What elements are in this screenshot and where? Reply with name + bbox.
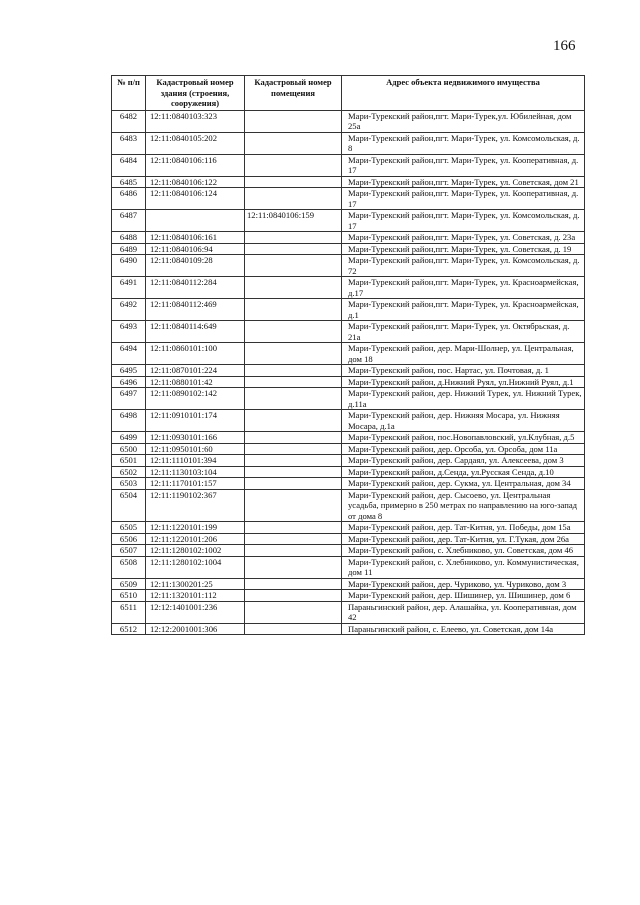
building-cadastral-number: 12:11:0890102:142 [146,388,245,410]
header-row [112,76,585,111]
room-cadastral-number [245,489,342,522]
room-cadastral-number [245,601,342,623]
row-number: 6507 [112,545,146,557]
table-row [112,210,585,232]
building-cadastral-number: 12:11:0840109:28 [146,255,245,277]
building-cadastral-number: 12:11:1220101:199 [146,522,245,534]
object-address: Мари-Турекский район, дер. Нижняя Мосара, ул. Нижняя Мосара, д.1а [342,410,585,432]
room-cadastral-number [245,255,342,277]
row-number: 6498 [112,410,146,432]
room-cadastral-number [245,365,342,377]
header-address: Адрес объекта недвижимого имущества [342,76,585,111]
table-row [112,443,585,455]
room-cadastral-number [245,478,342,490]
table-row [112,110,585,132]
header-room-cadastral-number: Кадастровый номер помещения [245,76,342,111]
row-number: 6492 [112,299,146,321]
object-address: Мари-Турекский район, дер. Сысоево, ул. Центральная усадьба, примерно в 250 метрах по направлению на юго-запад от дома 8 [342,489,585,522]
table-row [112,533,585,545]
row-number: 6506 [112,533,146,545]
row-number: 6502 [112,466,146,478]
row-number: 6495 [112,365,146,377]
table-row [112,299,585,321]
object-address: Мари-Турекский район,пгт. Мари-Турек, ул. Красноармейская, д.17 [342,277,585,299]
table-row [112,623,585,635]
building-cadastral-number: 12:11:0840106:124 [146,188,245,210]
object-address: Мари-Турекский район, с. Хлебниково, ул. Коммунистическая, дом 11 [342,556,585,578]
table-row [112,232,585,244]
row-number: 6489 [112,243,146,255]
object-address: Мари-Турекский район, дер. Сардаял, ул. Алексеева, дом 3 [342,455,585,467]
table-row [112,410,585,432]
table-row [112,590,585,602]
object-address: Мари-Турекский район,пгт. Мари-Турек, ул. Кооперативная, д. 17 [342,154,585,176]
building-cadastral-number: 12:11:1220101:206 [146,533,245,545]
table-row [112,321,585,343]
row-number: 6493 [112,321,146,343]
room-cadastral-number [245,110,342,132]
building-cadastral-number [146,210,245,232]
row-number: 6508 [112,556,146,578]
object-address: Мари-Турекский район, дер. Чуриково, ул. Чуриково, дом 3 [342,578,585,590]
room-cadastral-number [245,321,342,343]
row-number: 6504 [112,489,146,522]
row-number: 6509 [112,578,146,590]
building-cadastral-number: 12:11:1170101:157 [146,478,245,490]
row-number: 6501 [112,455,146,467]
table-row [112,455,585,467]
building-cadastral-number: 12:11:1320101:112 [146,590,245,602]
building-cadastral-number: 12:11:0840103:323 [146,110,245,132]
table-row [112,243,585,255]
building-cadastral-number: 12:11:1130103:104 [146,466,245,478]
room-cadastral-number [245,132,342,154]
cadastral-registry-table [111,75,585,635]
room-cadastral-number [245,410,342,432]
object-address: Мари-Турекский район,пгт. Мари-Турек, ул. Октябрьская, д. 21а [342,321,585,343]
room-cadastral-number [245,455,342,467]
object-address: Мари-Турекский район,пгт. Мари-Турек, ул. Кооперативная, д. 17 [342,188,585,210]
row-number: 6496 [112,376,146,388]
row-number: 6512 [112,623,146,635]
building-cadastral-number: 12:11:0840112:469 [146,299,245,321]
building-cadastral-number: 12:11:0930101:166 [146,432,245,444]
object-address: Мари-Турекский район,пгт. Мари-Турек, ул. Советская, дом 21 [342,176,585,188]
building-cadastral-number: 12:11:1110101:394 [146,455,245,467]
object-address: Мари-Турекский район,пгт. Мари-Турек, ул. Советская, д. 19 [342,243,585,255]
row-number: 6485 [112,176,146,188]
table-body [112,110,585,635]
table-row [112,188,585,210]
object-address: Мари-Турекский район,пгт. Мари-Турек,ул. Юбилейная, дом 25а [342,110,585,132]
room-cadastral-number [245,556,342,578]
table-row [112,522,585,534]
table-row [112,132,585,154]
object-address: Мари-Турекский район, дер. Шишинер, ул. Шишинер, дом 6 [342,590,585,602]
room-cadastral-number [245,578,342,590]
object-address: Мари-Турекский район,пгт. Мари-Турек, ул. Комсомольская, д. 8 [342,132,585,154]
row-number: 6499 [112,432,146,444]
building-cadastral-number: 12:11:0840106:161 [146,232,245,244]
object-address: Мари-Турекский район, дер. Мари-Шолнер, ул. Центральная, дом 18 [342,343,585,365]
building-cadastral-number: 12:11:0880101:42 [146,376,245,388]
room-cadastral-number [245,522,342,534]
row-number: 6510 [112,590,146,602]
building-cadastral-number: 12:11:1280102:1004 [146,556,245,578]
object-address: Мари-Турекский район, пос.Новопавловский, ул.Клубная, д.5 [342,432,585,444]
table-row [112,365,585,377]
table-row [112,556,585,578]
table-row [112,578,585,590]
object-address: Мари-Турекский район, пос. Нартас, ул. Почтовая, д. 1 [342,365,585,377]
room-cadastral-number [245,154,342,176]
row-number: 6486 [112,188,146,210]
header-building-cadastral-number: Кадастровый номер здания (строения, сооружения) [146,76,245,111]
row-number: 6505 [112,522,146,534]
object-address: Мари-Турекский район,пгт. Мари-Турек, ул. Комсомольская, д. 72 [342,255,585,277]
table-row [112,478,585,490]
header-number: № п/п [112,76,146,111]
room-cadastral-number [245,277,342,299]
row-number: 6482 [112,110,146,132]
room-cadastral-number [245,388,342,410]
building-cadastral-number: 12:12:2001001:306 [146,623,245,635]
object-address: Мари-Турекский район, дер. Тат-Китня, ул. Г.Тукая, дом 26а [342,533,585,545]
object-address: Мари-Турекский район, дер. Нижний Турек, ул. Нижний Турек, д.11а [342,388,585,410]
table-row [112,343,585,365]
page-number: 166 [553,38,576,54]
object-address: Параньгинский район, с. Елеево, ул. Советская, дом 14а [342,623,585,635]
row-number: 6503 [112,478,146,490]
building-cadastral-number: 12:11:0840114:649 [146,321,245,343]
room-cadastral-number [245,176,342,188]
table-header [112,76,585,111]
row-number: 6487 [112,210,146,232]
table-row [112,489,585,522]
table-row [112,432,585,444]
building-cadastral-number: 12:11:0840106:116 [146,154,245,176]
building-cadastral-number: 12:11:0840106:94 [146,243,245,255]
room-cadastral-number [245,243,342,255]
table-row [112,466,585,478]
room-cadastral-number [245,299,342,321]
room-cadastral-number [245,590,342,602]
table-row [112,545,585,557]
object-address: Мари-Турекский район, с. Хлебниково, ул. Советская, дом 46 [342,545,585,557]
room-cadastral-number [245,343,342,365]
building-cadastral-number: 12:11:0870101:224 [146,365,245,377]
object-address: Мари-Турекский район,пгт. Мари-Турек, ул. Красноармейская, д.1 [342,299,585,321]
room-cadastral-number [245,466,342,478]
room-cadastral-number [245,376,342,388]
row-number: 6483 [112,132,146,154]
row-number: 6488 [112,232,146,244]
table-row [112,601,585,623]
row-number: 6484 [112,154,146,176]
table-row [112,255,585,277]
object-address: Мари-Турекский район, дер. Тат-Китня, ул. Победы, дом 15а [342,522,585,534]
row-number: 6511 [112,601,146,623]
room-cadastral-number [245,443,342,455]
building-cadastral-number: 12:11:0950101:60 [146,443,245,455]
table-row [112,176,585,188]
room-cadastral-number [245,188,342,210]
building-cadastral-number: 12:12:1401001:236 [146,601,245,623]
room-cadastral-number [245,432,342,444]
room-cadastral-number [245,232,342,244]
row-number: 6494 [112,343,146,365]
building-cadastral-number: 12:11:1300201:25 [146,578,245,590]
row-number: 6500 [112,443,146,455]
building-cadastral-number: 12:11:1280102:1002 [146,545,245,557]
room-cadastral-number [245,533,342,545]
room-cadastral-number: 12:11:0840106:159 [245,210,342,232]
row-number: 6490 [112,255,146,277]
object-address: Параньгинский район, дер. Алашайка, ул. Кооперативная, дом 42 [342,601,585,623]
building-cadastral-number: 12:11:0840105:202 [146,132,245,154]
row-number: 6491 [112,277,146,299]
room-cadastral-number [245,545,342,557]
object-address: Мари-Турекский район, дер. Сукма, ул. Центральная, дом 34 [342,478,585,490]
table-row [112,376,585,388]
object-address: Мари-Турекский район, д.Нижний Руял, ул.Нижний Руял, д.1 [342,376,585,388]
object-address: Мари-Турекский район,пгт. Мари-Турек, ул. Советская, д. 23а [342,232,585,244]
building-cadastral-number: 12:11:0840112:284 [146,277,245,299]
building-cadastral-number: 12:11:1190102:367 [146,489,245,522]
object-address: Мари-Турекский район, д.Сенда, ул.Русская Сенда, д.10 [342,466,585,478]
object-address: Мари-Турекский район,пгт. Мари-Турек, ул. Комсомольская, д. 17 [342,210,585,232]
table-row [112,277,585,299]
building-cadastral-number: 12:11:0910101:174 [146,410,245,432]
room-cadastral-number [245,623,342,635]
row-number: 6497 [112,388,146,410]
building-cadastral-number: 12:11:0860101:100 [146,343,245,365]
table-row [112,388,585,410]
object-address: Мари-Турекский район, дер. Орсоба, ул. Орсоба, дом 11а [342,443,585,455]
table-row [112,154,585,176]
building-cadastral-number: 12:11:0840106:122 [146,176,245,188]
